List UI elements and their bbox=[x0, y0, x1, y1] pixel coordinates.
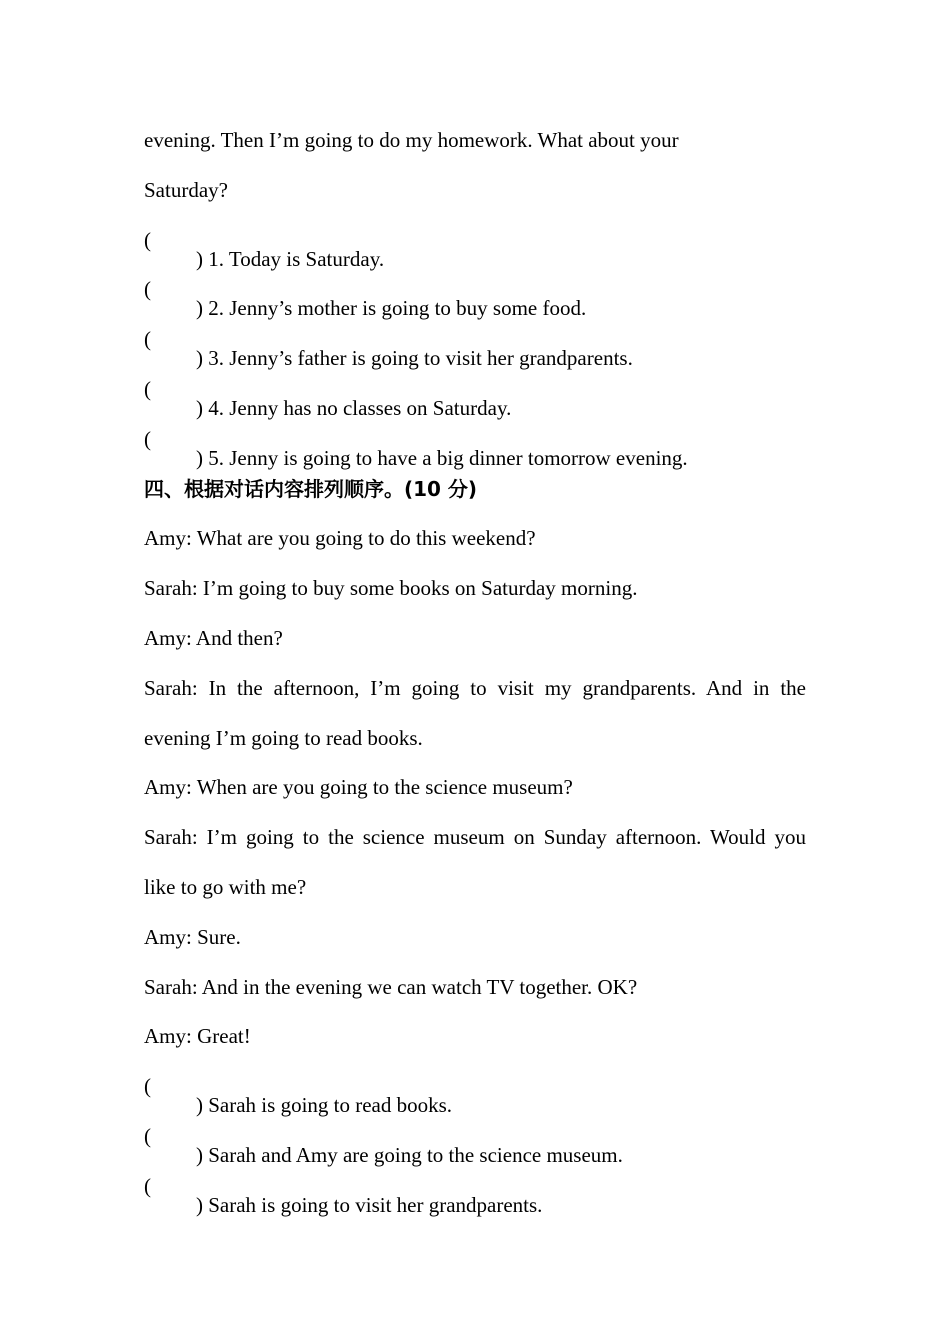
passage-line: Saturday? bbox=[144, 177, 228, 202]
ordering-item: ( ) Sarah is going to read books. bbox=[144, 1062, 806, 1112]
dialogue-line: evening I’m going to read books. bbox=[144, 725, 423, 750]
answer-blank[interactable]: ( bbox=[144, 426, 151, 451]
ordering-item: ( ) Sarah and Amy are going to the science museum. bbox=[144, 1112, 806, 1162]
dialogue-line: Amy: Great! bbox=[144, 1024, 251, 1049]
dialogue-line: Sarah: In the afternoon, I’m going to visit my grandparents. And in the bbox=[144, 675, 806, 700]
answer-blank[interactable]: ( bbox=[144, 227, 151, 252]
answer-blank[interactable]: ( bbox=[144, 1173, 151, 1198]
dialogue-line: Sarah: And in the evening we can watch TV together. OK? bbox=[144, 974, 638, 999]
passage-line: evening. Then I’m going to do my homework. What about your bbox=[144, 128, 679, 152]
dialogue-line: Amy: Sure. bbox=[144, 924, 241, 949]
dialogue-line: Amy: When are you going to the science museum? bbox=[144, 775, 573, 800]
answer-blank[interactable]: ( bbox=[144, 1074, 151, 1099]
true-false-item: ( ) 1. Today is Saturday. bbox=[144, 216, 806, 266]
dialogue-line: Sarah: I’m going to the science museum on Sunday afternoon. Would you bbox=[144, 825, 806, 850]
answer-blank[interactable]: ( bbox=[144, 1123, 151, 1148]
answer-blank[interactable]: ( bbox=[144, 376, 151, 401]
answer-blank[interactable]: ( bbox=[144, 277, 151, 302]
dialogue-line: Amy: And then? bbox=[144, 625, 283, 650]
true-false-item: ( ) 5. Jenny is going to have a big dinner tomorrow evening. bbox=[144, 415, 806, 465]
dialogue-line: Amy: What are you going to do this weekend? bbox=[144, 526, 536, 551]
document-page bbox=[144, 116, 806, 1217]
section-heading: 四、根据对话内容排列顺序。(10 分) bbox=[144, 476, 478, 501]
answer-blank[interactable]: ( bbox=[144, 327, 151, 352]
true-false-item: ( ) 2. Jenny’s mother is going to buy some food. bbox=[144, 265, 806, 315]
dialogue-line: like to go with me? bbox=[144, 874, 307, 899]
true-false-item: ( ) 4. Jenny has no classes on Saturday. bbox=[144, 365, 806, 415]
true-false-item: ( ) 3. Jenny’s father is going to visit her grandparents. bbox=[144, 315, 806, 365]
ordering-item: ( ) Sarah is going to visit her grandparents. bbox=[144, 1162, 806, 1212]
dialogue-line: Sarah: I’m going to buy some books on Saturday morning. bbox=[144, 576, 638, 601]
